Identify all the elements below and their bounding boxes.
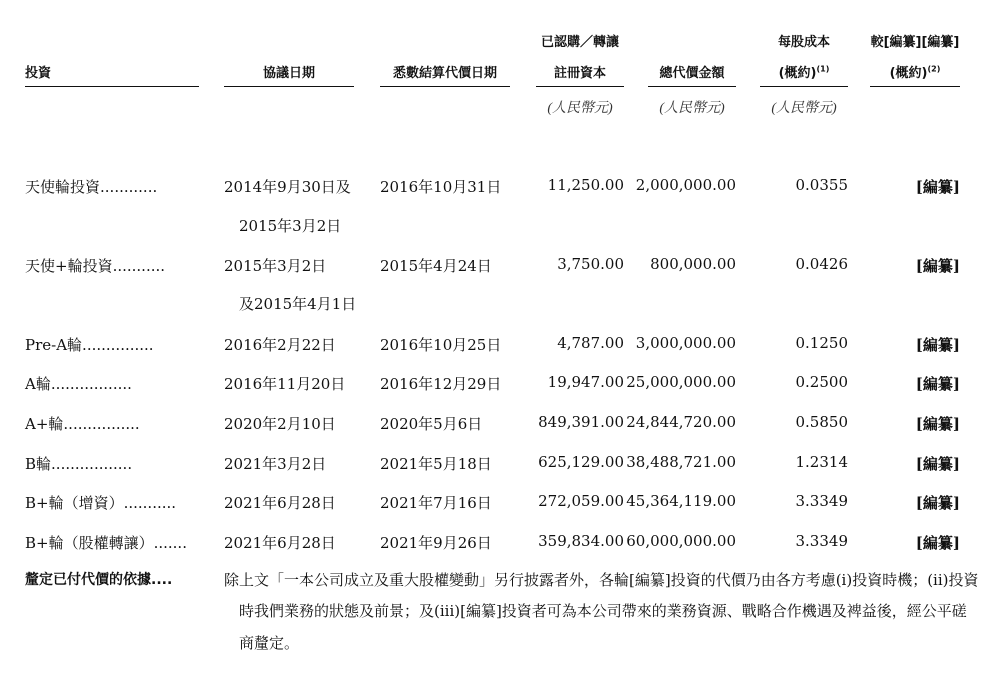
row-name: B輪.................: [25, 455, 133, 473]
row-name: B+輪（股權轉讓）.......: [25, 534, 187, 552]
row-capital: 849,391.00: [538, 413, 624, 431]
row-name: 天使+輪投資...........: [25, 257, 166, 275]
row-settlement-date: 2021年5月18日: [380, 455, 492, 473]
row-capital: 625,129.00: [538, 453, 624, 471]
row-agreement-date: 2014年9月30日及: [224, 178, 351, 196]
row-discount: [編纂]: [915, 257, 960, 275]
row-discount: [編纂]: [915, 494, 960, 512]
header-rule-agreement: [224, 86, 354, 87]
header-consideration: 總代價金額: [659, 66, 725, 81]
header-rule-capital: [536, 86, 624, 87]
header-rule-discount: [870, 86, 960, 87]
row-name: A輪.................: [25, 375, 132, 393]
footnote-2: (2): [927, 64, 941, 74]
row-agreement-date: 2021年3月2日: [224, 455, 327, 473]
header-rule-consideration: [648, 86, 736, 87]
row-cost-per-share: 0.5850: [795, 413, 848, 431]
row-name: 天使輪投資............: [25, 178, 158, 196]
header-capital-line2: 註冊資本: [553, 66, 606, 81]
row-consideration: 2,000,000.00: [635, 176, 736, 194]
row-capital: 19,947.00: [547, 373, 624, 391]
header-rule-settlement: [380, 86, 510, 87]
row-agreement-date: 2016年11月20日: [224, 375, 346, 393]
header-cost-line2: (概約)$^{(1)}$: [778, 64, 830, 81]
row-settlement-date: 2015年4月24日: [380, 257, 492, 275]
row-settlement-date: 2016年10月25日: [380, 336, 502, 354]
row-discount: [編纂]: [915, 375, 960, 393]
row-name: B+輪（增資）...........: [25, 494, 177, 512]
row-consideration: 3,000,000.00: [635, 334, 736, 352]
row-agreement-date: 2021年6月28日: [224, 534, 336, 552]
row-capital: 359,834.00: [538, 532, 624, 550]
row-consideration: 45,364,119.00: [626, 492, 736, 510]
row-settlement-date: 2021年9月26日: [380, 534, 492, 552]
row-cost-per-share: 0.0426: [795, 255, 848, 273]
row-name: Pre-A輪...............: [25, 336, 154, 354]
row-agreement-date-cont: 及2015年4月1日: [239, 295, 357, 313]
row-discount: [編纂]: [915, 336, 960, 354]
header-investment: 投資: [25, 66, 52, 81]
basis-text-line1: 除上文「一本公司成立及重大股權變動」另行披露者外，各輪[編纂]投資的代價乃由各方考慮(i)投資時機；(ii)投資: [224, 571, 979, 589]
header-cost-line1: 每股成本: [777, 35, 830, 50]
row-cost-per-share: 0.2500: [795, 373, 848, 391]
row-agreement-date: 2016年2月22日: [224, 336, 336, 354]
row-agreement-date-cont: 2015年3月2日: [239, 217, 342, 235]
row-consideration: 60,000,000.00: [626, 532, 736, 550]
row-capital: 272,059.00: [538, 492, 624, 510]
basis-text-line2: 時我們業務的狀態及前景；及(iii)[編纂]投資者可為本公司帶來的業務資源、戰略合作機遇及裨益後，經公平磋: [239, 602, 967, 620]
header-settlement-date: 悉數結算代價日期: [392, 66, 497, 81]
row-discount: [編纂]: [915, 534, 960, 552]
row-cost-per-share: 1.2314: [795, 453, 848, 471]
row-name: A+輪................: [25, 415, 140, 433]
row-consideration: 800,000.00: [650, 255, 736, 273]
row-agreement-date: 2020年2月10日: [224, 415, 336, 433]
row-cost-per-share: 3.3349: [795, 532, 848, 550]
unit-capital: (人民幣元): [547, 101, 613, 116]
row-settlement-date: 2021年7月16日: [380, 494, 492, 512]
footnote-1: (1): [816, 64, 830, 74]
unit-cost: (人民幣元): [771, 101, 837, 116]
row-capital: 4,787.00: [557, 334, 624, 352]
row-cost-per-share: 3.3349: [795, 492, 848, 510]
row-settlement-date: 2016年12月29日: [380, 375, 502, 393]
row-cost-per-share: 0.0355: [795, 176, 848, 194]
basis-text-line3: 商釐定。: [239, 634, 300, 652]
unit-consideration: (人民幣元): [659, 101, 725, 116]
row-discount: [編纂]: [915, 455, 960, 473]
row-consideration: 25,000,000.00: [626, 373, 736, 391]
row-consideration: 24,844,720.00: [626, 413, 736, 431]
row-agreement-date: 2021年6月28日: [224, 494, 336, 512]
header-capital-line1: 已認購／轉讓: [540, 35, 619, 50]
row-capital: 11,250.00: [547, 176, 624, 194]
row-discount: [編纂]: [915, 178, 960, 196]
row-discount: [編纂]: [915, 415, 960, 433]
header-rule-cost: [760, 86, 848, 87]
row-capital: 3,750.00: [557, 255, 624, 273]
header-agreement-date: 協議日期: [262, 66, 315, 81]
row-settlement-date: 2020年5月6日: [380, 415, 483, 433]
header-discount-line1: 較[編纂][編纂]: [870, 35, 960, 50]
header-discount-line2: (概約)$^{(2)}$: [889, 64, 941, 81]
basis-label: 釐定已付代價的依據....: [25, 572, 173, 588]
header-rule-investment: [25, 86, 199, 87]
row-settlement-date: 2016年10月31日: [380, 178, 502, 196]
row-cost-per-share: 0.1250: [795, 334, 848, 352]
row-consideration: 38,488,721.00: [626, 453, 736, 471]
row-agreement-date: 2015年3月2日: [224, 257, 327, 275]
